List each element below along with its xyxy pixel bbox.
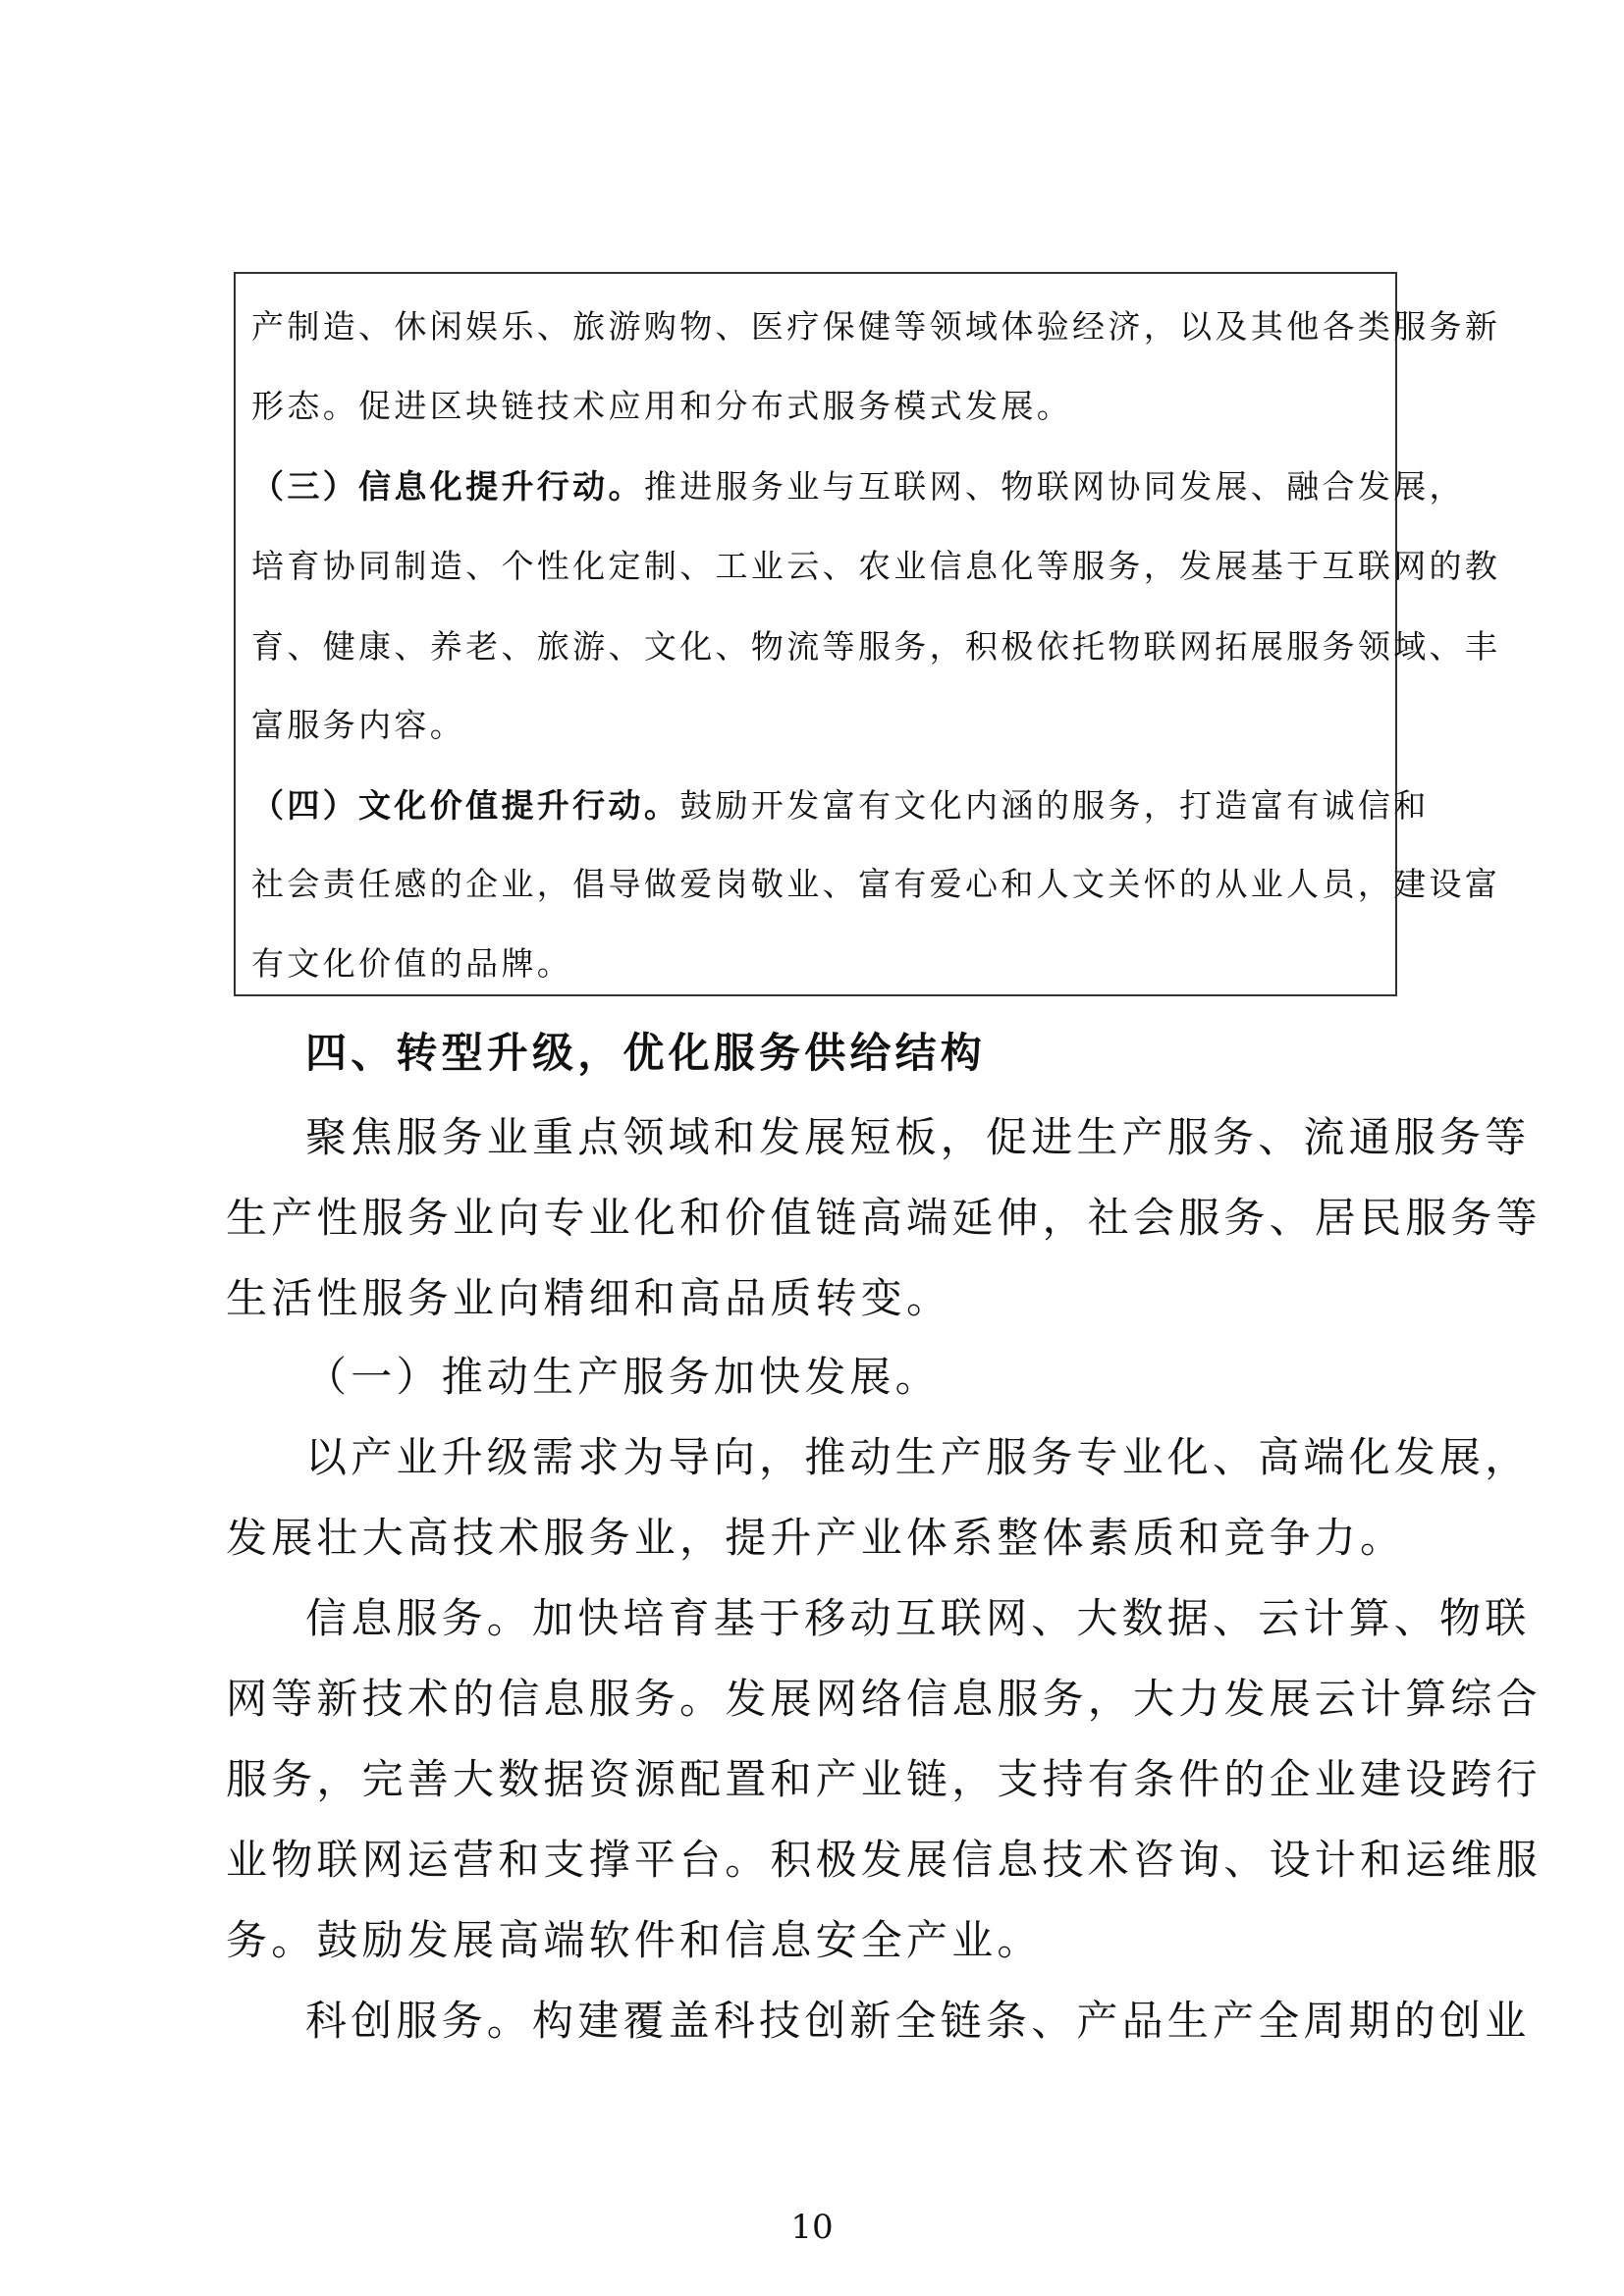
box-line-subheading: （四）文化价值提升行动。 (251, 786, 680, 825)
paragraph-line: 务。鼓励发展高端软件和信息安全产业。 (226, 1916, 1043, 1964)
box-line-text: 产制造、休闲娱乐、旅游购物、医疗保健等领域体验经济，以及其他各类服务新 (251, 307, 1501, 346)
box-line (251, 786, 1430, 826)
box-line (251, 387, 1072, 426)
paragraph-line: 生活性服务业向精细和高品质转变。 (226, 1274, 952, 1322)
box-line-text: 富服务内容。 (251, 706, 466, 744)
paragraph-line: 生产性服务业向专业化和价值链高端延伸，社会服务、居民服务等 (226, 1194, 1542, 1242)
page-number: 10 (790, 2208, 834, 2247)
box-line (251, 307, 1500, 347)
box-line-text: 培育协同制造、个性化定制、工业云、农业信息化等服务，发展基于互联网的教 (251, 547, 1501, 585)
box-line (251, 547, 1500, 586)
paragraph-line: 服务，完善大数据资源配置和产业链，支持有条件的企业建设跨行 (226, 1755, 1542, 1803)
paragraph-line: 信息服务。加快培育基于移动互联网、大数据、云计算、物联 (305, 1594, 1531, 1642)
box-line (251, 467, 1465, 507)
subsection-heading: （一）推动生产服务加快发展。 (305, 1353, 941, 1401)
box-line (251, 706, 465, 745)
box-line-text: 有文化价值的品牌。 (251, 944, 573, 983)
box-line-text: 推进服务业与互联网、物联网协同发展、融合发展， (643, 467, 1465, 506)
box-line (251, 865, 1500, 904)
box-line-text: 形态。促进区块链技术应用和分布式服务模式发展。 (251, 387, 1073, 425)
section-heading: 四、转型升级，优化服务供给结构 (305, 1029, 987, 1077)
box-line-text: 社会责任感的企业，倡导做爱岗敬业、富有爱心和人文关怀的从业人员，建设富 (251, 865, 1501, 903)
box-line (251, 944, 572, 984)
box-line-text: 鼓励开发富有文化内涵的服务，打造富有诚信和 (679, 786, 1430, 825)
box-line-subheading: （三）信息化提升行动。 (251, 467, 644, 506)
paragraph-line: 以产业升级需求为导向，推动生产服务专业化、高端化发展， (305, 1433, 1531, 1481)
paragraph-line: 科创服务。构建覆盖科技创新全链条、产品生产全周期的创业 (305, 1997, 1531, 2045)
paragraph-line: 聚焦服务业重点领域和发展短板，促进生产服务、流通服务等 (305, 1113, 1531, 1161)
box-line (251, 627, 1500, 667)
paragraph-line: 业物联网运营和支撑平台。积极发展信息技术咨询、设计和运维服 (226, 1836, 1542, 1884)
box-line-text: 育、健康、养老、旅游、文化、物流等服务，积极依托物联网拓展服务领域、丰 (251, 627, 1501, 666)
paragraph-line: 发展壮大高技术服务业，提升产业体系整体素质和竞争力。 (226, 1514, 1406, 1562)
boxed-excerpt (234, 272, 1501, 996)
paragraph-line: 网等新技术的信息服务。发展网络信息服务，大力发展云计算综合 (226, 1675, 1542, 1723)
